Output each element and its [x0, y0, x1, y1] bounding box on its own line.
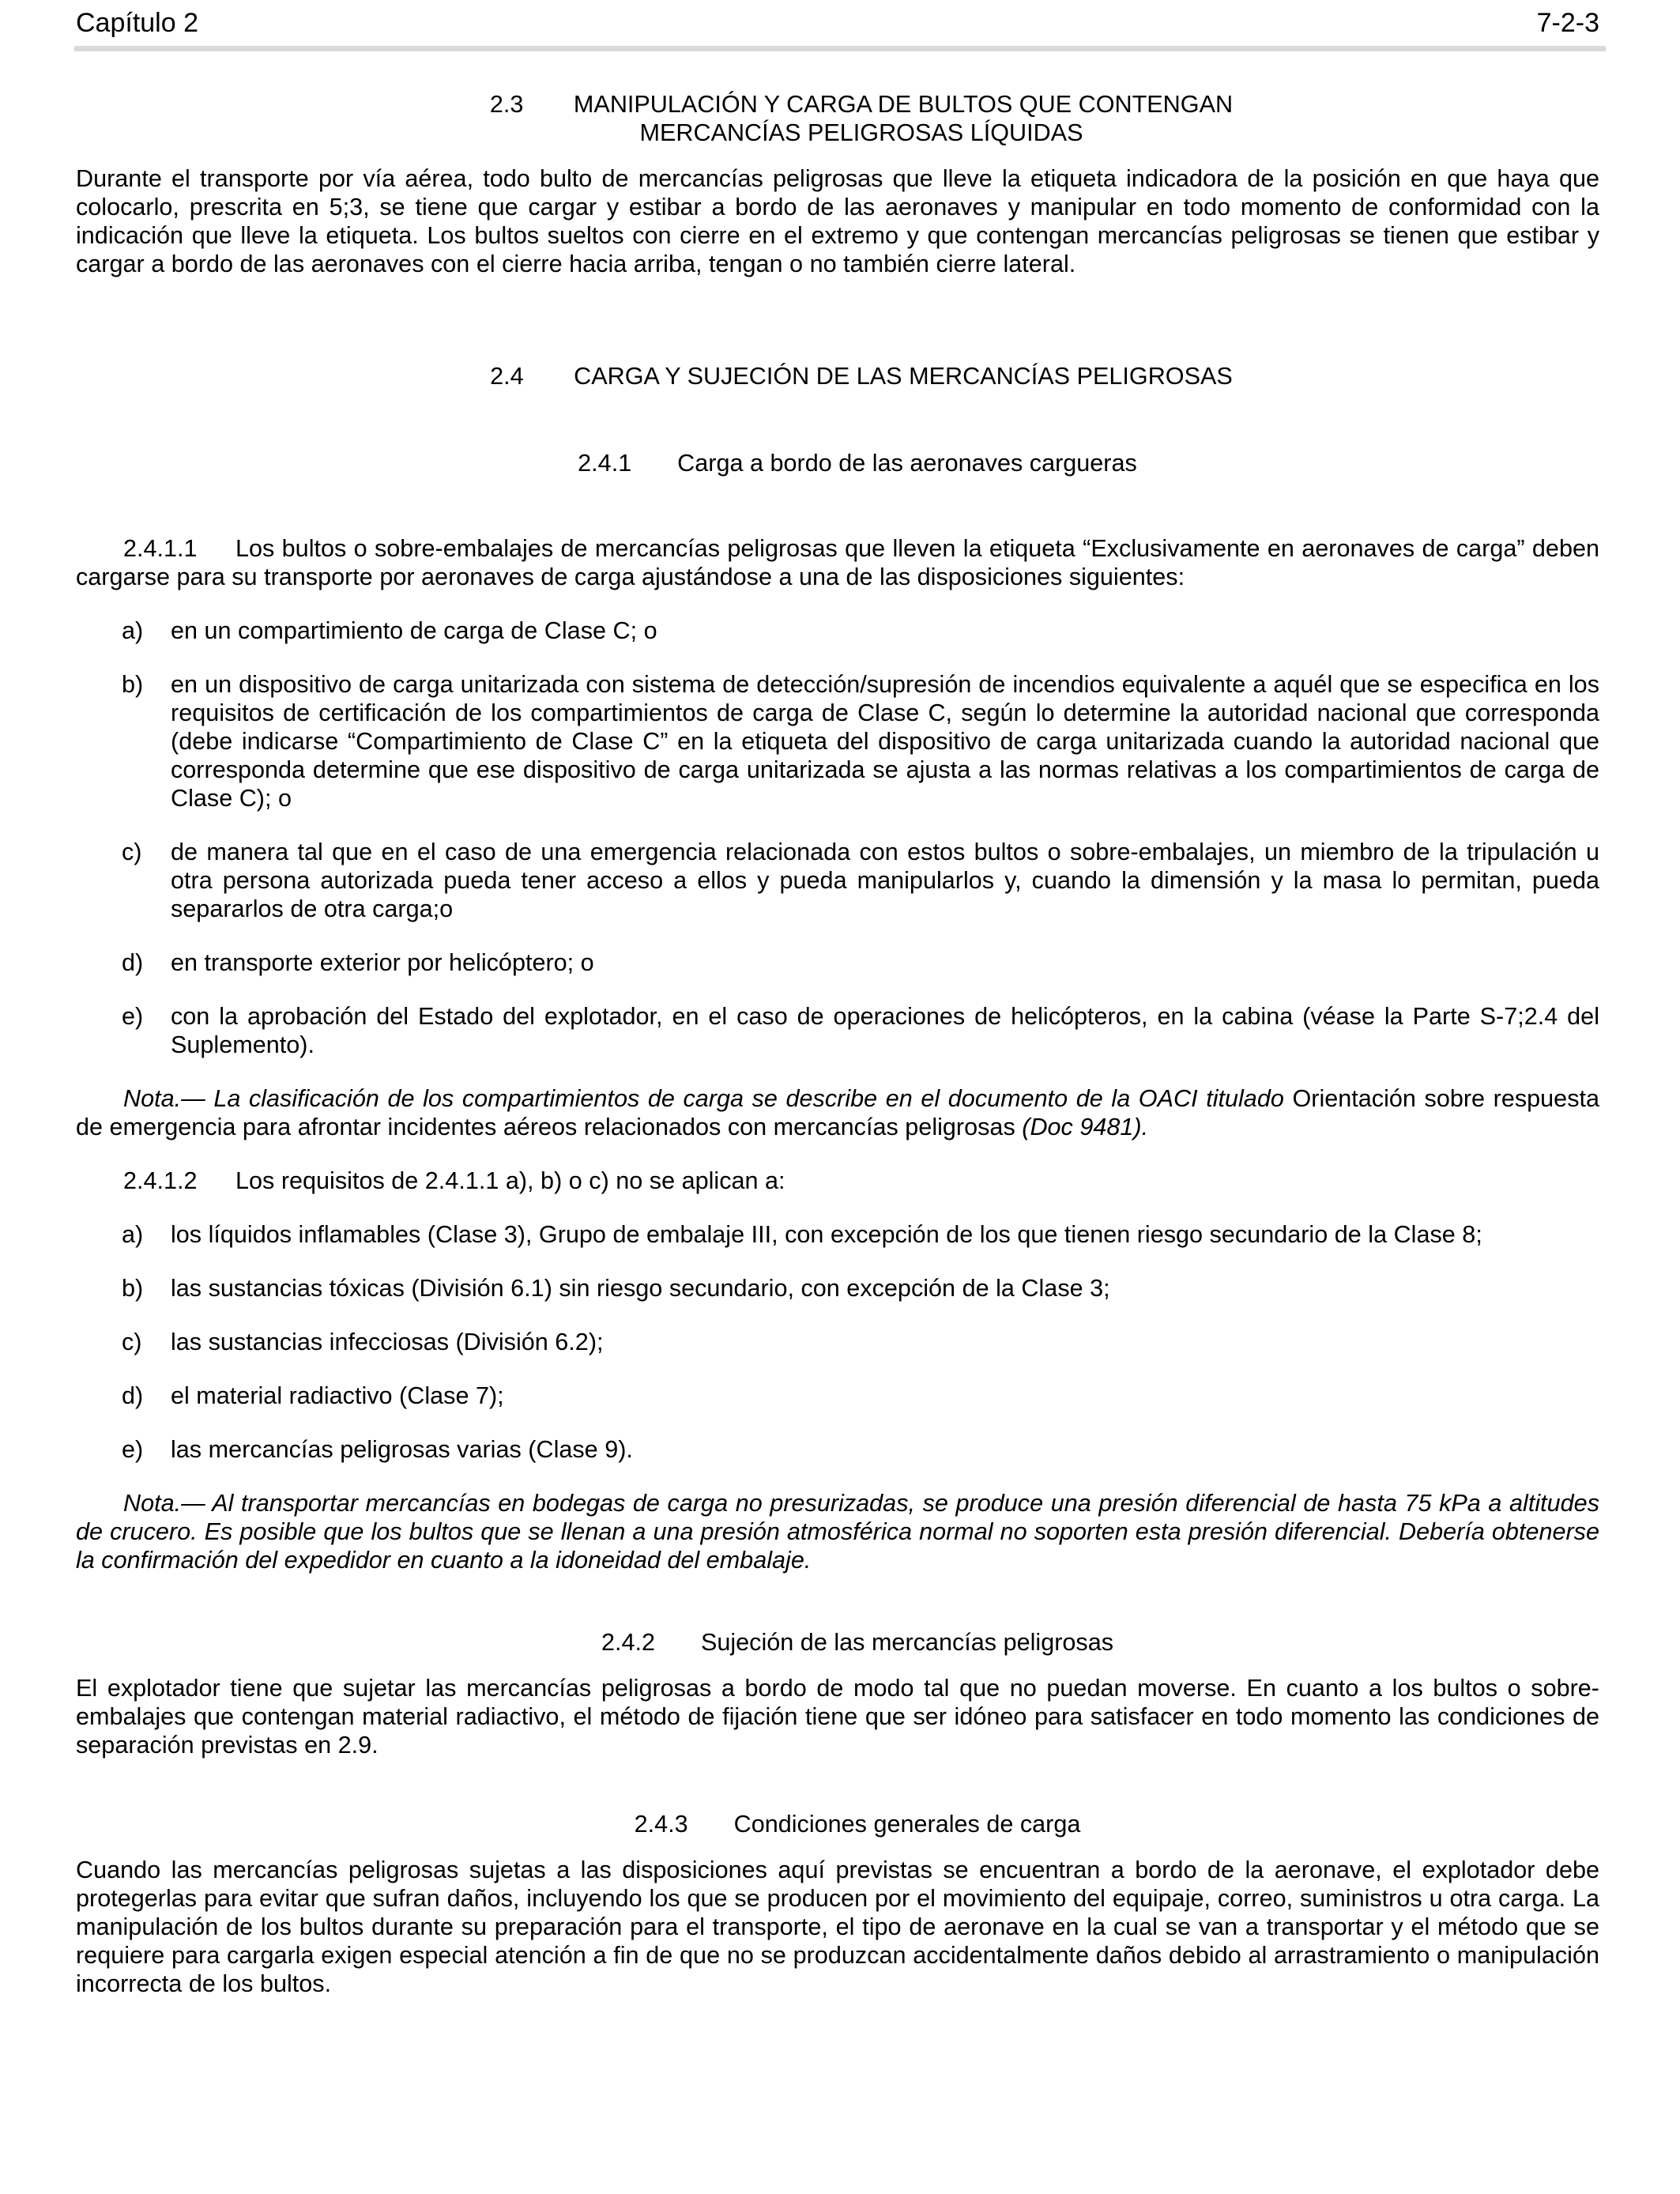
list-label: d): [122, 949, 144, 976]
section-number: 2.4: [490, 363, 524, 390]
list-item: [76, 1328, 1599, 1356]
section-2-4-heading: [123, 362, 1599, 390]
list-text: en un compartimiento de carga de Clase C; o: [171, 617, 657, 644]
subsection-2-4-3-body: Cuando las mercancías peligrosas sujetas a las disposiciones aquí previstas se encuentran a bordo de la aeronave, el explotador debe protegerlas para evitar que sufran daños, incluyendo los que se producen por el movimiento del equipaje, correo, suministros u otra carga. La manipulación de los bultos durante su preparación para el transporte, el tipo de aeronave en la cual se van a transportar y el método que se requiere para cargarla exigen especial atención a fin de que no se produzcan accidentalmente daños debido al arrastramiento o manipulación incorrecta de los bultos.: [76, 1857, 1599, 1997]
list-item: [76, 616, 1599, 645]
list-text: de manera tal que en el caso de una emergencia relacionada con estos bultos o sobre-embalajes, un miembro de la tripulación u otra persona autorizada pueda tener acceso a ellos y pueda manipularlos y, cuando la dimensión y la masa lo permitan, pueda separarlos de otra carga;o: [171, 839, 1599, 922]
note-text: Nota.— La clasificación de los compartimientos de carga se describe en el documento de la OACI titulado: [123, 1085, 1284, 1112]
list-item: [76, 838, 1599, 923]
list-item: [76, 1435, 1599, 1464]
subsection-2-4-2-heading: [115, 1628, 1599, 1657]
section-2-3-heading: [123, 90, 1599, 119]
list-label: a): [122, 617, 144, 644]
list-label: a): [122, 1221, 144, 1248]
paragraph-2-4-1-2: [76, 1167, 1599, 1195]
list-label: b): [122, 1275, 144, 1302]
subsection-title: Condiciones generales de carga: [733, 1811, 1081, 1838]
section-title-line1: MANIPULACIÓN Y CARGA DE BULTOS QUE CONTENGAN: [573, 91, 1234, 118]
subsection-title: Sujeción de las mercancías peligrosas: [700, 1629, 1114, 1656]
section-number: 2.3: [489, 91, 524, 118]
list-item: [76, 1220, 1599, 1249]
paragraph-text: Los requisitos de 2.4.1.1 a), b) o c) no se aplican a:: [235, 1167, 785, 1194]
list-item: [76, 670, 1599, 812]
list-item: [76, 1274, 1599, 1302]
paragraph-text: Los bultos o sobre-embalajes de mercancías peligrosas que lleven la etiqueta “Exclusivamente en aeronaves de carga” deben cargarse para su transporte por aeronaves de carga ajustándose a una de las disposiciones siguientes:: [76, 535, 1599, 590]
subsection-2-4-2-body: El explotador tiene que sujetar las mercancías peligrosas a bordo de modo tal que no puedan moverse. En cuanto a los bultos o sobre-embalajes que contengan material radiactivo, el método de fijación tiene que ser idóneo para satisfacer en todo momento las condiciones de separación previstas en 2.9.: [76, 1675, 1599, 1759]
list-label: e): [122, 1436, 144, 1463]
subsection-2-4-1-heading: [115, 449, 1599, 477]
note-doc-ref: (Doc 9481).: [1022, 1114, 1149, 1140]
paragraph-number: 2.4.1.2: [123, 1167, 198, 1194]
list-item: [76, 948, 1599, 977]
paragraph-2-4-1-1: [76, 534, 1599, 591]
page-number: 7-2-3: [1536, 8, 1599, 38]
document-body: [76, 90, 1599, 1998]
section-title-line2: MERCANCÍAS PELIGROSAS LÍQUIDAS: [639, 119, 1083, 146]
chapter-label: Capítulo 2: [76, 8, 198, 38]
list-label: b): [122, 671, 144, 698]
list-label: d): [122, 1382, 144, 1409]
note-2-4-1-2: Nota.— Al transportar mercancías en bodegas de carga no presurizadas, se produce una presión diferencial de hasta 75 kPa a altitudes de crucero. Es posible que los bultos que se llenan a una presión atmosférica normal no soporten esta presión diferencial. Debería obtenerse la confirmación del expedidor en cuanto a la idoneidad del embalaje.: [76, 1490, 1599, 1574]
list-text: en transporte exterior por helicóptero; o: [171, 949, 594, 976]
subsection-number: 2.4.1: [578, 450, 632, 477]
list-label: e): [122, 1003, 144, 1030]
subsection-number: 2.4.2: [601, 1629, 655, 1656]
list-text: los líquidos inflamables (Clase 3), Grupo de embalaje III, con excepción de los que tienen riesgo secundario de la Clase 8;: [171, 1221, 1482, 1248]
list-item: [76, 1002, 1599, 1059]
list-label: c): [122, 1329, 142, 1355]
list-text: las sustancias infecciosas (División 6.2);: [171, 1329, 604, 1355]
list-text: el material radiactivo (Clase 7);: [171, 1382, 504, 1409]
list-item: [76, 1382, 1599, 1410]
list-text: las sustancias tóxicas (División 6.1) sin riesgo secundario, con excepción de la Clase 3;: [171, 1275, 1110, 1302]
paragraph-number: 2.4.1.1: [123, 535, 198, 562]
list-label: c): [122, 839, 142, 865]
subsection-title: Carga a bordo de las aeronaves cargueras: [677, 450, 1137, 477]
note-doc-title: Orientación sobre respuesta de emergencia para afrontar incidentes aéreos relacionados con mercancías peligrosas: [76, 1085, 1600, 1140]
section-2-3-body: Durante el transporte por vía aérea, todo bulto de mercancías peligrosas que lleve la etiqueta indicadora de la posición en que haya que colocarlo, prescrita en 5;3, se tiene que cargar y estibar a bordo de las aeronaves y manipular en todo momento de conformidad con la indicación que lleve la etiqueta. Los bultos sueltos con cierre en el extremo y que contengan mercancías peligrosas se tienen que estibar y cargar a bordo de las aeronaves con el cierre hacia arriba, tengan o no también cierre lateral.: [76, 165, 1599, 277]
list-text: con la aprobación del Estado del explotador, en el caso de operaciones de helicópteros, en la cabina (véase la Parte S-7;2.4 del Suplemento).: [171, 1003, 1599, 1058]
list-text: las mercancías peligrosas varias (Clase 9).: [171, 1436, 633, 1463]
subsection-2-4-3-heading: [115, 1810, 1599, 1838]
page-header: [74, 6, 1606, 51]
note-2-4-1-1: [76, 1084, 1599, 1141]
subsection-number: 2.4.3: [634, 1811, 688, 1838]
section-title: CARGA Y SUJECIÓN DE LAS MERCANCÍAS PELIGROSAS: [574, 363, 1233, 390]
list-text: en un dispositivo de carga unitarizada con sistema de detección/supresión de incendios equivalente a aquél que se especifica en los requisitos de certificación de los compartimientos de carga de Clase C, según lo determine la autoridad nacional que corresponda (debe indicarse “Compartimiento de Clase C” en la etiqueta del dispositivo de carga unitarizada cuando la autoridad nacional que corresponda determine que ese dispositivo de carga unitarizada se ajusta a las normas relativas a los compartimientos de carga de Clase C); o: [171, 671, 1599, 812]
